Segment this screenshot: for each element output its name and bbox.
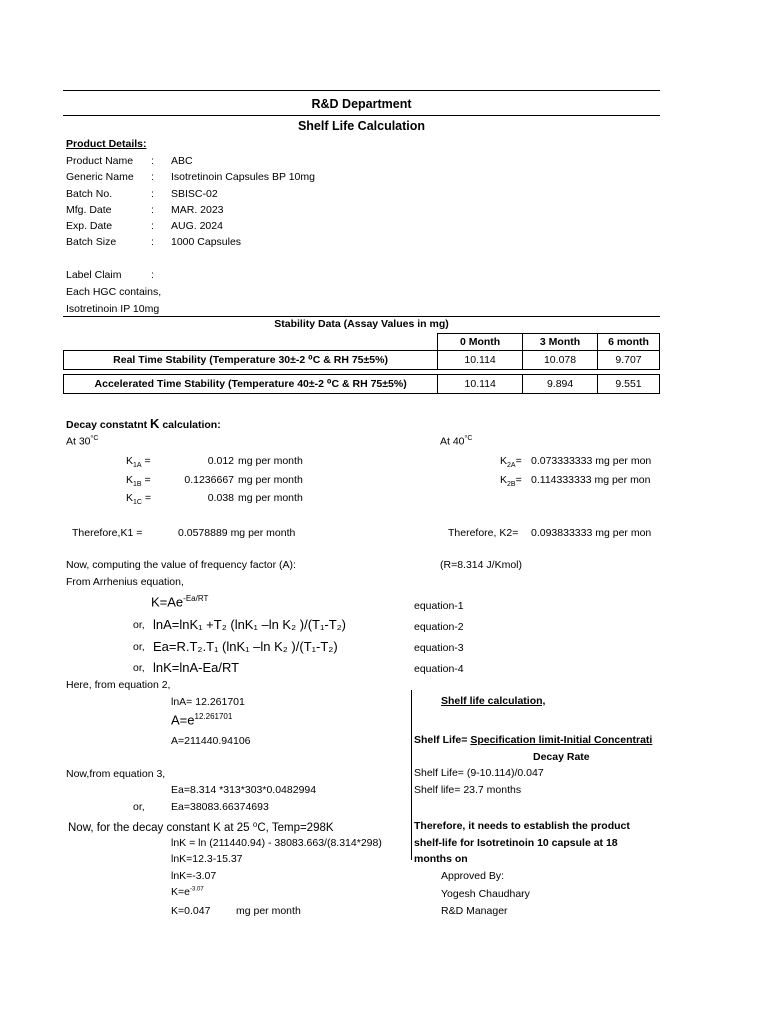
- a-exp-base: A=e: [171, 712, 195, 728]
- equation-4-label: equation-4: [414, 663, 464, 675]
- conclusion-line-3: months on: [414, 853, 468, 865]
- conclusion-line-1: Therefore, it needs to establish the product: [414, 820, 630, 832]
- product-name-label: Product Name: [66, 155, 134, 167]
- a-exponential: [171, 712, 232, 727]
- at-40-deg: ⁰C: [464, 435, 473, 442]
- k1c-label: [126, 492, 151, 506]
- table-header-blank: [64, 334, 438, 351]
- k1c-value: 0.038: [207, 492, 234, 504]
- shelf-formula-label: Shelf Life=: [414, 734, 468, 746]
- shelf-formula-denominator: Decay Rate: [533, 751, 590, 763]
- page-title: Shelf Life Calculation: [297, 119, 426, 133]
- k-unit: mg per month: [236, 905, 301, 917]
- shelf-formula: [414, 734, 652, 746]
- k1c-sub: 1C: [133, 499, 142, 507]
- table-header-row: [64, 334, 660, 351]
- k1-number: 0.0578889: [178, 527, 228, 539]
- k-value: K=0.047: [171, 905, 211, 917]
- k2-number: 0.093833333: [531, 527, 593, 539]
- approver-role: R&D Manager: [441, 905, 508, 917]
- k2b-unit: mg per mon: [594, 474, 651, 486]
- decay-heading: [66, 416, 221, 431]
- decay-heading-k: K: [150, 416, 160, 431]
- k2-label: Therefore, K2=: [448, 527, 519, 539]
- equation-3-label: equation-3: [414, 642, 464, 654]
- equation-4-or: or,: [133, 662, 145, 674]
- product-name-value: ABC: [171, 155, 193, 167]
- product-name-sep: :: [151, 155, 154, 167]
- k1c-eq: =: [141, 492, 152, 504]
- k2b-sub: 2B: [507, 481, 516, 489]
- ea-or: or,: [133, 801, 145, 813]
- equation-3-or: or,: [133, 641, 145, 653]
- k2-value: [531, 527, 651, 539]
- equation-4: lnK=lnA-Ea/RT: [153, 660, 240, 675]
- k2a-eq: =: [515, 455, 522, 467]
- real-time-0m: 10.114: [438, 351, 523, 370]
- at-40-label: [440, 434, 472, 448]
- k1c-k: K: [126, 492, 134, 504]
- k1a-unit: mg per month: [238, 455, 303, 467]
- batch-no-value: SBISC-02: [171, 188, 218, 200]
- k1b-sub: 1B: [133, 481, 142, 489]
- label-claim-sep: :: [151, 269, 154, 281]
- label-claim-label: Label Claim: [66, 269, 122, 281]
- k1b-k: K: [126, 474, 134, 486]
- table-row: [64, 375, 660, 394]
- mid-rule: [63, 115, 660, 116]
- accelerated-table: [63, 374, 660, 394]
- equation-2: lnA=lnK₁ +T₂ (lnK₁ –ln K₂ )/(T₁-T₂): [153, 617, 347, 632]
- generic-name-label: Generic Name: [66, 171, 134, 183]
- k2a-number: 0.073333333: [531, 455, 593, 467]
- k2b-k: K: [500, 474, 508, 486]
- at-40-text: At 40: [440, 435, 465, 448]
- generic-name-sep: :: [151, 171, 154, 183]
- col-header-1: 3 Month: [523, 334, 598, 351]
- shelf-life-calc: Shelf Life= (9-10.114)/0.047: [414, 767, 544, 779]
- k1b-value: 0.1236667: [184, 474, 234, 486]
- real-time-6m: 9.707: [598, 351, 660, 370]
- k2a-value: [531, 455, 651, 467]
- exp-date-value: AUG. 2024: [171, 220, 223, 232]
- k1c-unit: mg per month: [238, 492, 303, 504]
- batch-size-value: 1000 Capsules: [171, 236, 242, 248]
- k1b-label: [126, 474, 151, 488]
- k1a-label: [126, 455, 151, 469]
- top-rule: [63, 90, 660, 91]
- table-row: [64, 351, 660, 370]
- at-30-label: [66, 434, 98, 448]
- ingredient-text: Isotretinoin IP 10mg: [66, 303, 160, 315]
- k-exp-sup: -3.07: [189, 886, 204, 893]
- k2b-value: [531, 474, 651, 486]
- k-exponential: [171, 886, 204, 898]
- k1a-sub: 1A: [133, 462, 142, 470]
- generic-name-value: Isotretinoin Capsules BP 10mg: [171, 171, 315, 183]
- lnk-step: lnK=12.3-15.37: [171, 853, 243, 865]
- equation-1-base: K=Ae: [151, 594, 184, 610]
- at-30-deg: ⁰C: [90, 435, 99, 442]
- equation-1-label: equation-1: [414, 600, 464, 612]
- ea-expression: Ea=8.314 *313*303*0.0482994: [171, 784, 317, 796]
- k2-unit: mg per mon: [595, 527, 652, 539]
- equation-1: [151, 594, 208, 609]
- lnk-expression: lnK = ln (211440.94) - 38083.663/(8.314*298): [171, 837, 382, 849]
- now-from-eq3: Now,from equation 3,: [66, 768, 166, 780]
- k2b-eq: =: [515, 474, 522, 486]
- batch-size-label: Batch Size: [66, 236, 117, 248]
- k2a-unit: mg per mon: [595, 455, 652, 467]
- equation-1-exponent: -Ea/RT: [183, 594, 209, 603]
- shelf-divider: [411, 690, 412, 860]
- at-30-text: At 30: [66, 435, 91, 448]
- accelerated-6m: 9.551: [598, 375, 660, 394]
- frequency-factor-intro: Now, computing the value of frequency factor (A):: [66, 559, 296, 571]
- mfg-date-value: MAR. 2023: [171, 204, 224, 216]
- batch-size-sep: :: [151, 236, 154, 248]
- k1b-eq: =: [141, 474, 151, 486]
- product-details-heading: Product Details:: [66, 138, 147, 150]
- batch-no-label: Batch No.: [66, 188, 113, 200]
- decay-heading-b: calculation:: [162, 419, 221, 431]
- k1-unit: mg per month: [230, 527, 296, 539]
- k1-value: [178, 527, 295, 539]
- exp-date-sep: :: [151, 220, 154, 232]
- k2b-label: [500, 474, 522, 488]
- shelf-formula-numerator: Specification limit-Initial Concentrati: [470, 734, 653, 746]
- batch-no-sep: :: [151, 188, 154, 200]
- arrhenius-from: From Arrhenius equation,: [66, 576, 184, 588]
- k2b-number: 0.114333333: [531, 474, 592, 486]
- k1a-value: 0.012: [207, 455, 234, 467]
- col-header-0: 0 Month: [438, 334, 523, 351]
- lna-value: lnA= 12.261701: [171, 696, 245, 708]
- mfg-date-sep: :: [151, 204, 154, 216]
- real-time-label: Real Time Stability (Temperature 30±-2 ⁰C & RH 75±5%): [64, 351, 438, 370]
- each-hgc-text: Each HGC contains,: [66, 286, 162, 298]
- department-title: R&D Department: [311, 97, 412, 111]
- decay-heading-a: Decay constatnt: [66, 419, 148, 431]
- equation-3: Ea=R.T₂.T₁ (lnK₁ –ln K₂ )/(T₁-T₂): [153, 639, 338, 654]
- col-header-2: 6 month: [598, 334, 660, 351]
- decay-at-25: Now, for the decay constant K at 25 ⁰C, Temp=298K: [68, 822, 334, 834]
- approved-by: Approved By:: [441, 870, 505, 882]
- exp-date-label: Exp. Date: [66, 220, 113, 232]
- a-value: A=211440.94106: [171, 735, 251, 747]
- stability-top-rule: [63, 316, 660, 317]
- stability-table: [63, 333, 660, 370]
- accelerated-0m: 10.114: [438, 375, 523, 394]
- mfg-date-label: Mfg. Date: [66, 204, 112, 216]
- accelerated-3m: 9.894: [523, 375, 598, 394]
- k2a-sub: 2A: [507, 462, 516, 470]
- approver-name: Yogesh Chaudhary: [441, 888, 530, 900]
- shelf-life-heading: Shelf life calculation,: [441, 695, 546, 707]
- equation-2-or: or,: [133, 619, 145, 631]
- k1-label: Therefore,K1 =: [72, 527, 143, 539]
- stability-title: Stability Data (Assay Values in mg): [274, 318, 449, 330]
- ea-value: Ea=38083.66374693: [171, 801, 269, 813]
- k1a-eq: =: [141, 455, 151, 467]
- k2a-label: [500, 455, 522, 469]
- equation-2-label: equation-2: [414, 621, 464, 633]
- k1b-unit: mg per month: [238, 474, 303, 486]
- lnk-result: lnK=-3.07: [171, 870, 217, 882]
- k-exp-base: K=e: [171, 886, 190, 898]
- k1a-k: K: [126, 455, 134, 467]
- k2a-k: K: [500, 455, 508, 467]
- conclusion-line-2: shelf-life for Isotretinoin 10 capsule at 18: [414, 837, 618, 849]
- accelerated-label: Accelerated Time Stability (Temperature 40±-2 ⁰C & RH 75±5%): [64, 375, 438, 394]
- shelf-life-result: Shelf life= 23.7 months: [414, 784, 522, 796]
- real-time-3m: 10.078: [523, 351, 598, 370]
- here-from-eq2: Here, from equation 2,: [66, 679, 171, 691]
- a-exp-sup: 12.261701: [194, 712, 233, 721]
- gas-constant: (R=8.314 J/Kmol): [440, 559, 522, 571]
